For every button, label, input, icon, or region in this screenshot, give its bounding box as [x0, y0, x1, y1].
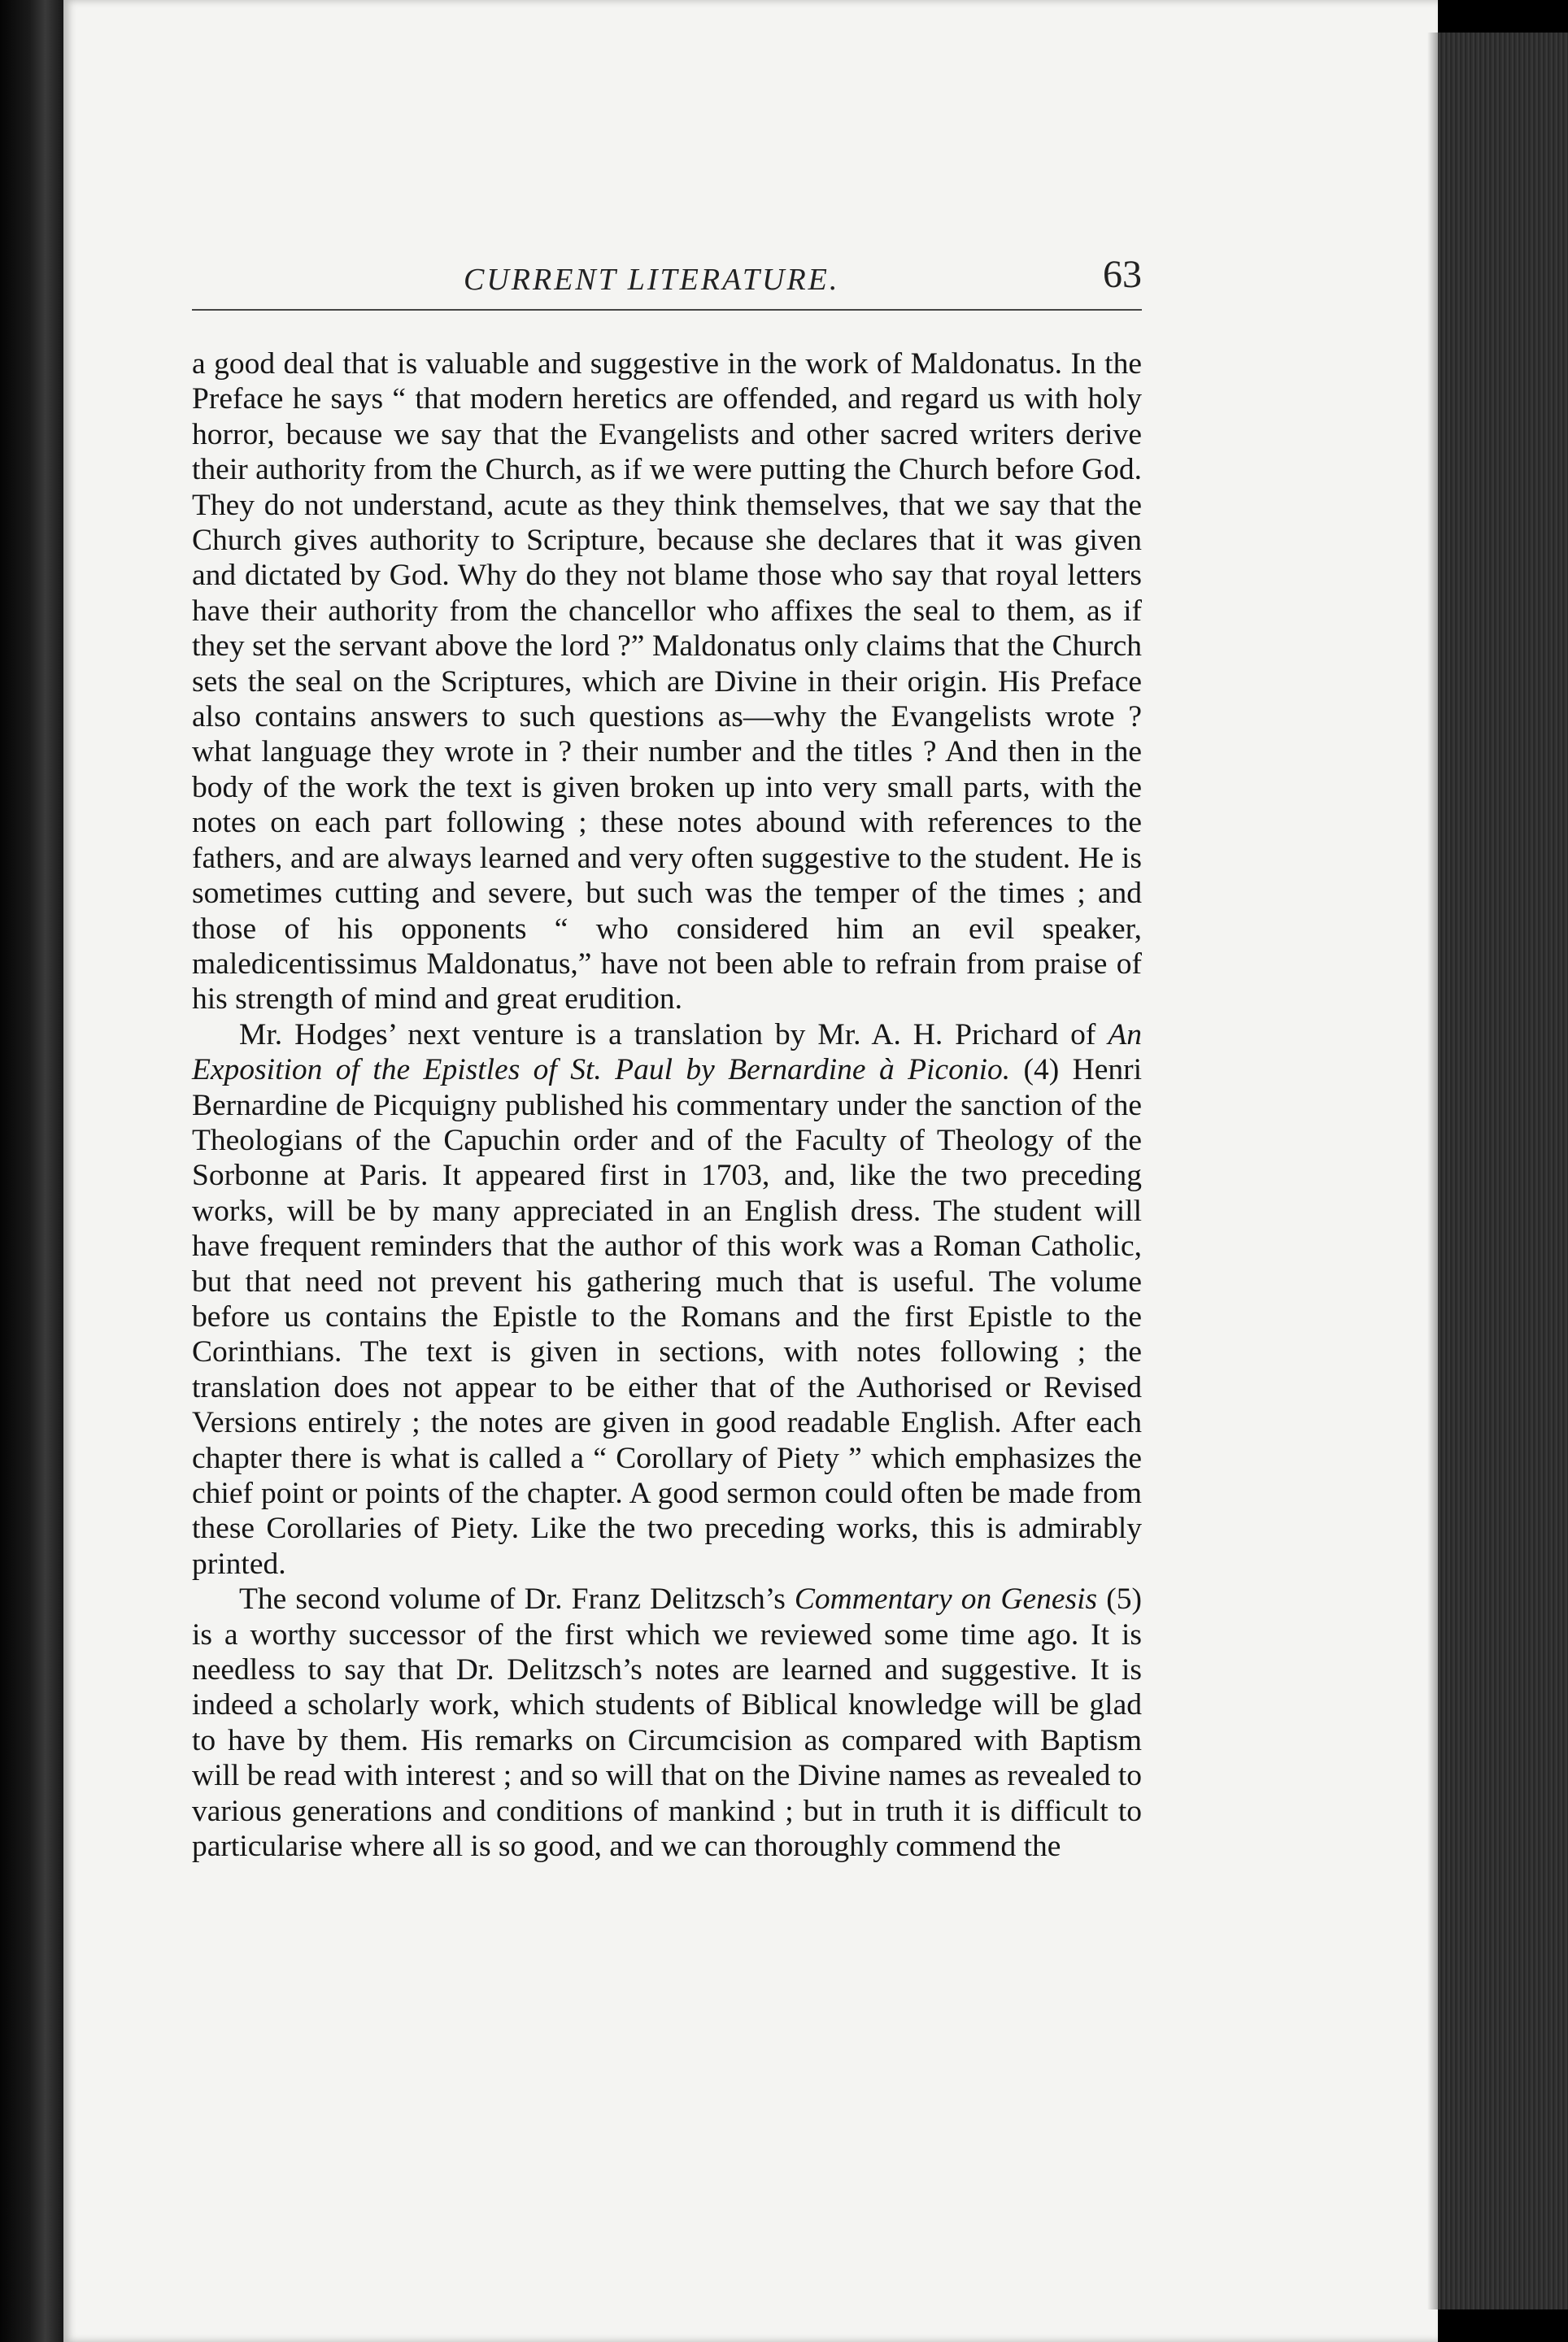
- page-number: 63: [1103, 253, 1142, 296]
- paragraph-1: [192, 346, 1142, 1017]
- page-stack-edge: [1438, 33, 1568, 2309]
- paragraph-3-rest: (5) is a worthy successor of the first which we reviewed some time ago. It is needless to say that Dr. Delitzsch’s notes are learned and suggestive. It is indeed a scholarly work, which students of Biblical knowledge will be glad to have by them. His remarks on Circumcision as compared with Baptism will be read with interest ; and so will that on the Divine names as revealed to various generations and conditions of mankind ; but in truth it is difficult to particularise where all is so good, and we can thoroughly commend the: [192, 1582, 1142, 1864]
- previous-page-edge: [0, 0, 65, 2342]
- paragraph-3-lead: The second volume of Dr. Franz Delitzsch’s: [239, 1582, 795, 1617]
- paragraph-2-rest: (4) Henri Bernardine de Picquigny published his commentary under the sanction of the Theologians of the Capuchin order and of the Faculty of Theology of the Sorbonne at Paris. It appeared first in 1703, and, like the two preceding works, will be by many appreciated in an English dress. The student will have frequent reminders that the author of this work was a Roman Catholic, but that need not prevent his gathering much that is useful. The volume before us contains the Epistle to the Romans and the first Epistle to the Corinthians. The text is given in sections, with notes following ; the translation does not appear to be either that of the Authorised or Revised Versions entirely ; the notes are given in good readable English. After each chapter there is what is called a “ Corollary of Piety ” which emphasizes the chief point or points of the chapter. A good sermon could often be made from these Corollaries of Piety. Like the two preceding works, this is admirably printed.: [192, 1053, 1143, 1581]
- book-title-piconio: An Exposition of the Epistles of St. Paul by Bernardine à Piconio.: [192, 1017, 1142, 1087]
- paragraph-1-text: a good deal that is valuable and suggestive in the work of Maldonatus. In the Preface he says “ that modern heretics are offended, and regard us with holy horror, because we say that the Evangelists and other sacred writers derive their authority from the Church, as if we were putting the Church before God. They do not understand, acute as they think themselves, that we say that the Church gives authority to Scripture, because she declares that it was given and dictated by God. Why do they not blame those who say that royal letters have their authority from the chancellor who affixes the seal to them, as if they set the servant above the lord ?” Maldonatus only claims that the Church sets the seal on the Scriptures, which are Divine in their origin. His Preface also contains answers to such questions as—why the Evangelists wrote ? what language they wrote in ? their number and the titles ? And then in the body of the work the text is given broken up into very small parts, with the notes on each part following ; these notes abound with references to the fathers, and are always learned and very often suggestive to the student. He is sometimes cutting and severe, but such was the temper of the times ; and those of his opponents “ who considered him an evil speaker, maledicentissimus Maldonatus,” have not been able to refrain from praise of his strength of mind and great erudition.: [192, 347, 1142, 1016]
- page-header: [192, 244, 1142, 311]
- book-title-genesis: Commentary on Genesis: [794, 1582, 1098, 1617]
- running-head: CURRENT LITERATURE.: [464, 263, 840, 297]
- paragraph-3: [192, 1582, 1142, 1864]
- paragraph-2-lead: Mr. Hodges’ next venture is a translation by Mr. A. H. Prichard of: [239, 1017, 1108, 1051]
- paragraph-2: [192, 1017, 1142, 1582]
- body-text: [192, 346, 1142, 1864]
